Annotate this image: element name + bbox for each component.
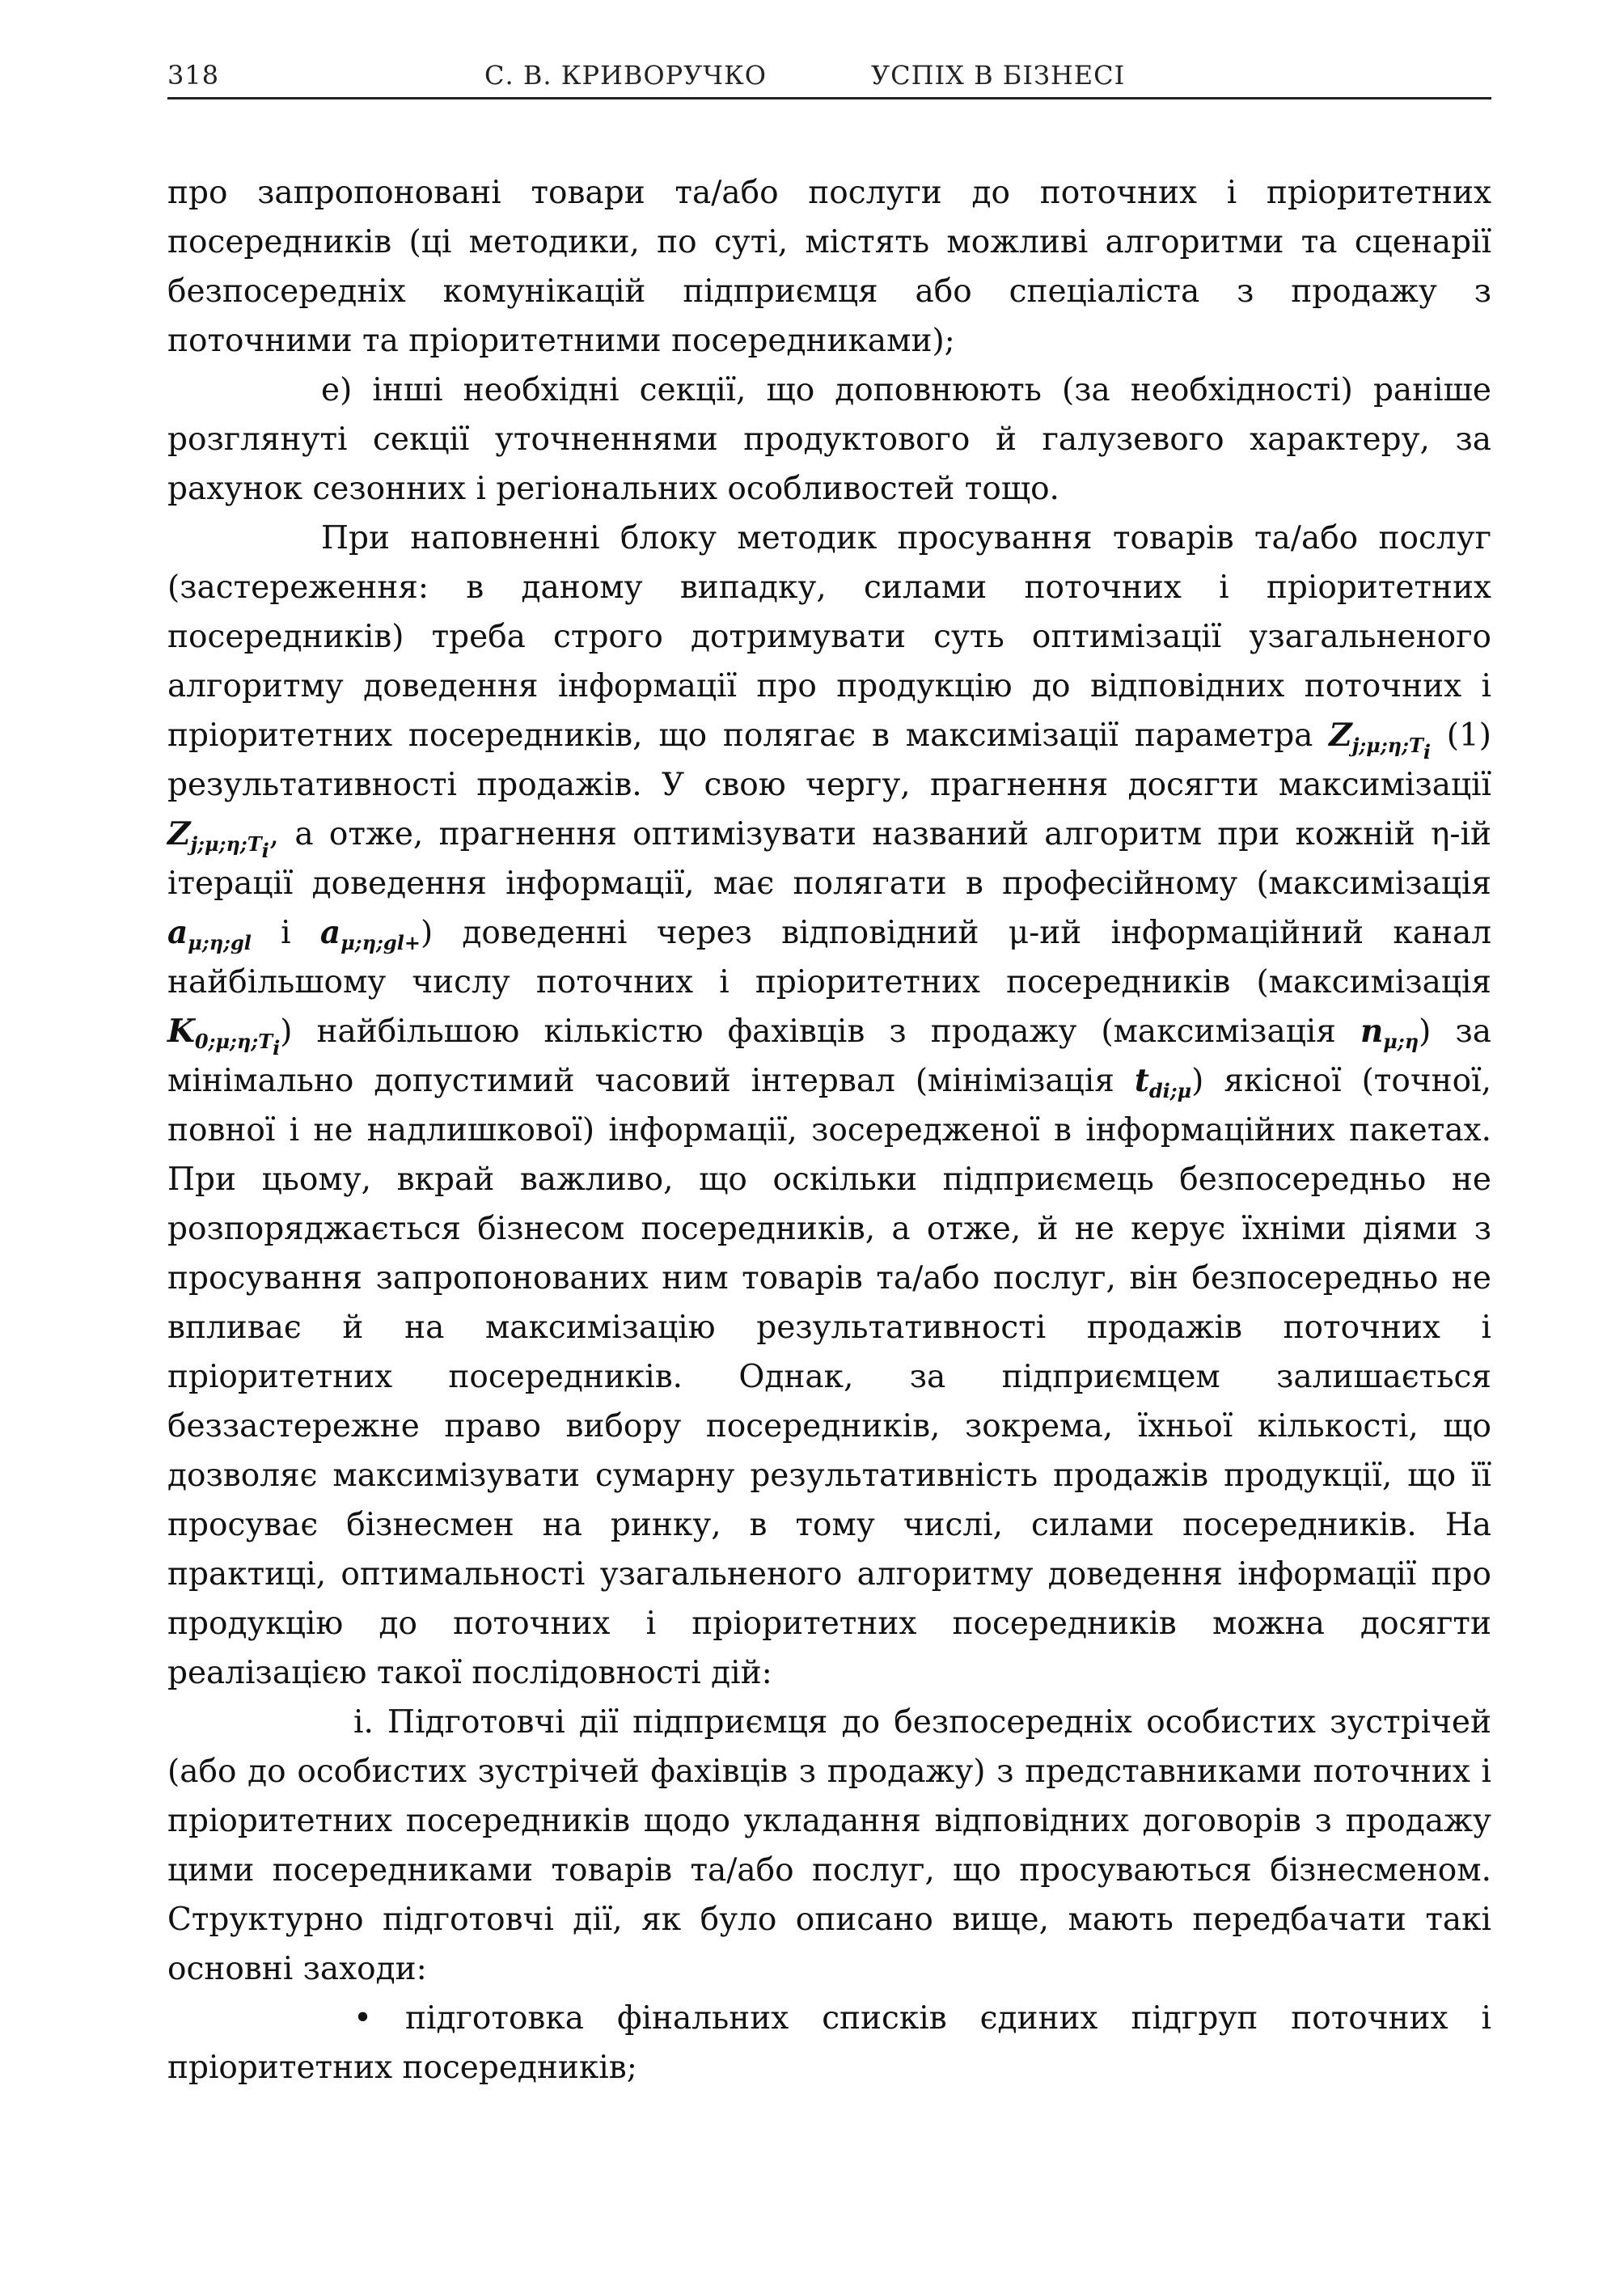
math-t: $t_{di;\mu}$ [1134, 1062, 1192, 1102]
math-k: $K_{0;\mu;\eta;T_i}$ [167, 1013, 281, 1060]
text-run: ) доведенні через відповідний [420, 915, 1009, 951]
math-z: $Z_{j;\mu;\eta;T_i}$ [167, 815, 269, 862]
math-eta: η [1430, 816, 1450, 852]
text-run: ) найбільшою кількістю фахівців з продажу (максимізація [280, 1013, 1360, 1050]
text-run: , а отже, прагнення оптимізувати названий алгоритм при кожній [269, 816, 1431, 852]
bullet-item: • підготовка фінальних списків єдиних підгруп поточних і пріоритетних посередників; [167, 2000, 1491, 2086]
paragraph-optimization [167, 514, 1491, 1698]
math-mu: μ [1008, 915, 1030, 951]
text-run: -ий інформаційний канал найбільшому числу поточних і пріоритетних посередників (максимізація [167, 915, 1491, 1001]
text-run: ) якісної (точної, повної і не надлишкової) інформації, зосередженої в інформаційних пакетах. При цьому, вкрай важливо, що оскільки підприємець безпосередньо не розпоряджається бізнесом посередників, а отже, й не керує їхніми діями з просування запропонованих ним товарів та/або послуг, він безпосередньо не впливає й на максимізацію результативності продажів поточних і пріоритетних посередників. Однак, за підприємцем залишається беззастережне право вибору посередників, зокрема, їхньої кількості, що дозволяє максимізувати сумарну результативність продажів продукції, що її просуває бізнесмен на ринку, в тому числі, силами посередників. На практиці, оптимальності узагальненого алгоритму доведення інформації про продукцію до поточних і пріоритетних посередників можна досягти реалізацією такої послідовності дій: [167, 1063, 1491, 1691]
page-number: 318 [167, 60, 220, 91]
paragraph-step-i: i. Підготовчі дії підприємця до безпосередніх особистих зустрічей (або до особистих зустрічей фахівців з продажу) з представниками поточних і пріоритетних посередників щодо укладання відповідних договорів з продажу цими посередниками товарів та/або послуг, що просуваються бізнесменом. Структурно підготовчі дії, як було описано вище, мають передбачати такі основні заходи: [167, 1704, 1491, 1987]
text-run: (1) результативності продажів. У свою чергу, прагнення досягти максимізації [167, 717, 1492, 803]
header-title: УСПІХ В БІЗНЕСІ [871, 60, 1126, 91]
text-run: -ій ітерації доведення інформації, має полягати в професійному (максимізація [167, 816, 1491, 902]
paragraph-item-e: е) інші необхідні секції, що доповнюють (за необхідності) раніше розглянуті секції уточненнями продуктового й галузевого характеру, за рахунок сезонних і регіональних особливостей тощо. [167, 372, 1491, 507]
running-header [167, 55, 1491, 99]
text-run: ) за мінімально допустимий часовий інтервал (мінімізація [167, 1013, 1491, 1099]
body-text [167, 168, 1491, 2092]
math-a1: $a_{\mu;\eta;gl}$ [167, 914, 252, 954]
text-run: При наповненні блоку методик просування товарів та/або послуг (застереження: в даному випадку, силами поточних і пріоритетних посередників) треба строго дотримувати суть оптимізації узагальненого алгоритму доведення інформації про продукцію до відповідних поточних і пріоритетних посередників, що полягає в максимізації параметра [167, 520, 1491, 754]
math-n: $n_{\mu;\eta}$ [1360, 1013, 1419, 1053]
math-z: $Z_{j;\mu;\eta;T_i}$ [1329, 717, 1431, 764]
header-author: С. В. КРИВОРУЧКО [484, 60, 768, 91]
math-a2: $a_{\mu;\eta;gl+}$ [319, 914, 421, 954]
paragraph-continuation: про запропоновані товари та/або послуги до поточних і пріоритетних посередників (ці методики, по суті, містять можливі алгоритми та сценарії безпосередніх комунікацій підприємця або спеціаліста з продажу з поточними та пріоритетними посередниками); [167, 175, 1491, 359]
text-run: і [251, 915, 320, 951]
